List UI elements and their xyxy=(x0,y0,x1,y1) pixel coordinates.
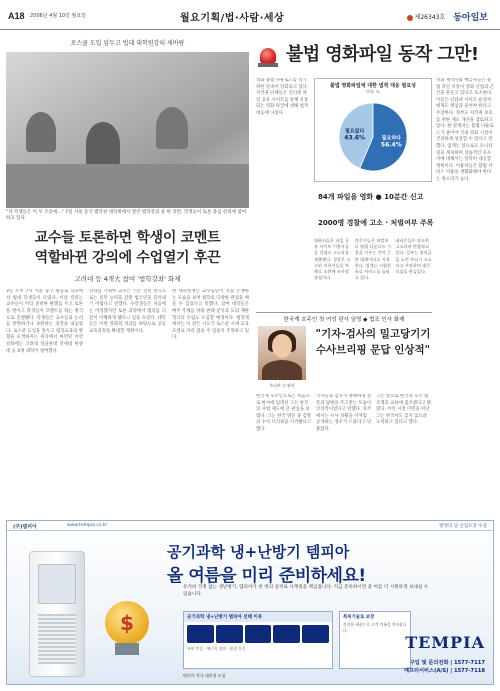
badge-icon xyxy=(245,625,272,643)
body-column: 기자들과 검사가 팽팽하게 질문과 답변을 주고받는 모습이 인상적이었다고 말했다. 호주에서는 수사 상황을 이처럼 공개하는 경우가 드물다고 덧붙였다. xyxy=(316,394,372,432)
article-headline: 교수들 토론하면 학생이 코멘트 역할바뀐 강의에 수업열기 후끈 xyxy=(34,229,221,266)
edition-number: 제26343호 xyxy=(407,12,446,21)
ad-patent-panel: 특허기술로 보장 정직한 제품으로 고객 만족을 약속합니다. xyxy=(339,611,411,669)
page-number: A18 xyxy=(8,11,25,21)
ad-url: www.tempia.co.kr xyxy=(67,523,108,528)
interview-kicker: 한국계 호주인 첫 여성 판사 임명 ◆ 법조 인사 화제 xyxy=(256,312,432,323)
ad-award: 발명의 날 산업포장 수상 xyxy=(439,524,487,529)
ad-headline: 공기과학 냉+난방기 템피아 xyxy=(167,543,350,561)
slice-value: 56.4% xyxy=(380,141,402,149)
highlight-headline: 84개 파일을 영화 ● 10분간 신고 xyxy=(318,193,424,201)
article-body xyxy=(6,289,249,539)
badge-icon xyxy=(187,625,214,643)
law-school-article xyxy=(6,36,249,539)
masthead xyxy=(407,10,488,23)
interview-quote: "기자-검사의 밀고당기기 수사브리핑 문답 인상적" xyxy=(315,328,431,357)
article-headline: 불법 영화파일 동작 그만! xyxy=(286,44,479,65)
dollar-icon: $ xyxy=(120,611,134,635)
ad-contact: 구입 및 문의전화 | 1577-7117 애프터서비스(A/S) | 1577-7118 xyxy=(404,660,485,674)
aircon-unit-image xyxy=(29,551,85,677)
article-body xyxy=(314,238,432,310)
body-column: 영화사들은 파일 공유 사이트 이용자들을 상대로 고소장을 제출했다. 경찰은 고소된 이용자들을 차례로 소환해 조사할 방침이다. xyxy=(314,238,351,281)
badge-icon xyxy=(216,625,243,643)
tempia-advertisement xyxy=(6,520,494,685)
body-column: 한 대학원생은 교수님들이 직접 논쟁하는 모습을 보며 법학의 다양한 관점을 배울 수 있었다고 말했다. 참여 대학들은 매주 주제를 바꿔 판례 분석과 모의 재판 형식의 수업도 도입할 예정이다. 법학계에서는 이 같은 시도가 로스쿨 시대 교육 모델로 자리 잡을 수 있을지 주목하고 있다. xyxy=(172,289,249,341)
classroom-photo xyxy=(6,52,249,208)
bullet-icon xyxy=(407,15,413,21)
body-column: 그는 앞으로 한국과 호주 법조계의 교류에 힘쓰겠다고 밝혔다. 어린 시절 이민을 떠난 그는 한국어도 잊지 않으려 노력하고 있다고 했다. xyxy=(376,394,432,426)
ad-body: 유지비 걱정 없는 냉난방기, 템피아가 한 번의 설치로 사계절을 책임집니다. 지금 준비하시면 올 여름 더 시원하게 보내실 수 있습니다. xyxy=(183,585,429,597)
section-title: 월요기획/법∙사람∙세상 xyxy=(180,13,285,24)
pie-chart xyxy=(317,95,429,179)
chart-unit: 단위: % xyxy=(366,89,380,94)
slice-label: 필요하다 xyxy=(381,135,401,142)
body-column: 3일 오후 7시 서울 중구 필동로 학교에서 법대 학생들이 모였다. 이날 강의는 교수들이 미리 준비한 판례를 두고 토론을 벌이고 학생들이 코멘트를 하는 방식으로 진행됐다. 학생들은 교수들의 논리를 반박하거나 보완하는 의견을 내놓았다. 로스쿨 도입을 앞두고 법학교육의 방향을 모색하자는 취지에서 마련된 이번 강좌에는 고려대 성균관대 연세대 한양대 등 4개 대학이 참여했다. xyxy=(6,289,83,354)
badge-icon xyxy=(273,625,300,643)
siren-icon xyxy=(256,44,280,68)
ad-headline: 올 여름을 미리 준비하세요! xyxy=(167,566,366,586)
tempia-logo: TEMPIA xyxy=(405,633,485,652)
certification-badges xyxy=(184,622,332,646)
body-column: 강좌를 기획한 교수는 기존 강의 방식으로는 실무 능력을 갖춘 법조인을 길러내기 어렵다고 말했다. 수강생들은 처음에는 어색했지만 토론 과정에서 법리를 더 깊이 이해하게 됐다고 입을 모았다. 대학들은 이번 강좌의 성과를 바탕으로 공동 교육과정을 확대할 계획이다. xyxy=(89,289,166,334)
chart-title: 불법 영화파일에 대한 법적 대응 필요성 xyxy=(330,83,416,89)
ad-info-panel: 공기과학 냉+난방기 템피아 선택 이유 특허 인증 · 에너지 절약 · 품질 보증 xyxy=(183,611,333,669)
portrait-photo xyxy=(258,326,306,380)
paper-logo: 동아일보 xyxy=(453,13,488,23)
body-column: 네티즌들은 과도한 고소라며 반발하고 있다. 일부는 합의금을 노린 무더기 고소라고 주장하며 대응 모임을 만들었다. xyxy=(395,238,432,275)
ad-footer: 템피아 전국 대리점 모집 xyxy=(183,673,226,678)
article-subhead: 고려대 등 4개大 참여 '법학강좌' 화제 xyxy=(74,275,181,284)
article-kicker: 로스쿨 도입 앞두고 법대 대학원강의 새바람 xyxy=(70,40,185,47)
ad-brand: (주)템피아 xyxy=(13,524,37,530)
highlight-headline: 2000명 경찰에 고소 · 처벌여부 주목 xyxy=(318,219,434,227)
slice-label: 필요없다 xyxy=(345,128,365,135)
slice-value: 43.6% xyxy=(344,134,366,142)
badge-icon xyxy=(302,625,329,643)
body-column: 한국계 호주인으로는 처음으로 판사에 임명된 그는 한국의 사법 제도에 큰 관심을 보였다. 그는 한국 방문 중 검찰의 수사 브리핑을 지켜봤다고 했다. xyxy=(256,394,312,432)
ad-topbar xyxy=(7,521,493,531)
pie-chart-box xyxy=(314,78,432,182)
side-column: 영화 제작사와 배급사들은 불법 파일 유통이 영화 산업의 근간을 흔들고 있다고 호소한다. 이들은 인터넷 사이트 운영자에게도 책임을 물어야 한다고 주장한다. 정부도 저작권 보호를 위한 제도 개선을 검토하고 있다. 한 관계자는 불법 다운로드가 줄어야 국내 영화 시장이 건강하게 성장할 수 있다고 말했다. 업계는 앞으로도 모니터링을 계속하며 상습적인 유포자에 대해서는 강력히 대응할 계획이다. 이용자들은 합법 서비스 이용을 생활화해야 한다는 목소리가 높다. xyxy=(436,78,494,182)
lead-column: 영화 불법 다운로드를 막기 위한 단속이 강화되고 있다. 저작권 단체들은 인터넷 파일 공유 사이트를 통해 유통되는 영화 파일에 대해 법적 대응에 나섰다. xyxy=(256,78,309,116)
photo-caption: "자 학생들은 이 두 조문에…" 7일 서울 동국 법학관 대학원에서 열린 법학강의 중 한 장면. 학생들이 토론 중심 강의에 참여하고 있다. xyxy=(6,210,247,221)
page-header xyxy=(0,0,500,30)
issue-date: 2006년 4월 10일 월요일 xyxy=(30,13,87,19)
body-column: 전문가들은 처벌보다 합법 다운로드 시장을 키우는 것이 근본 대책이라고 지적한다. 업계는 저렴한 유료 서비스를 늘리고 있다. xyxy=(354,238,392,281)
portrait-name: 주디아 신 판사 xyxy=(269,383,295,388)
